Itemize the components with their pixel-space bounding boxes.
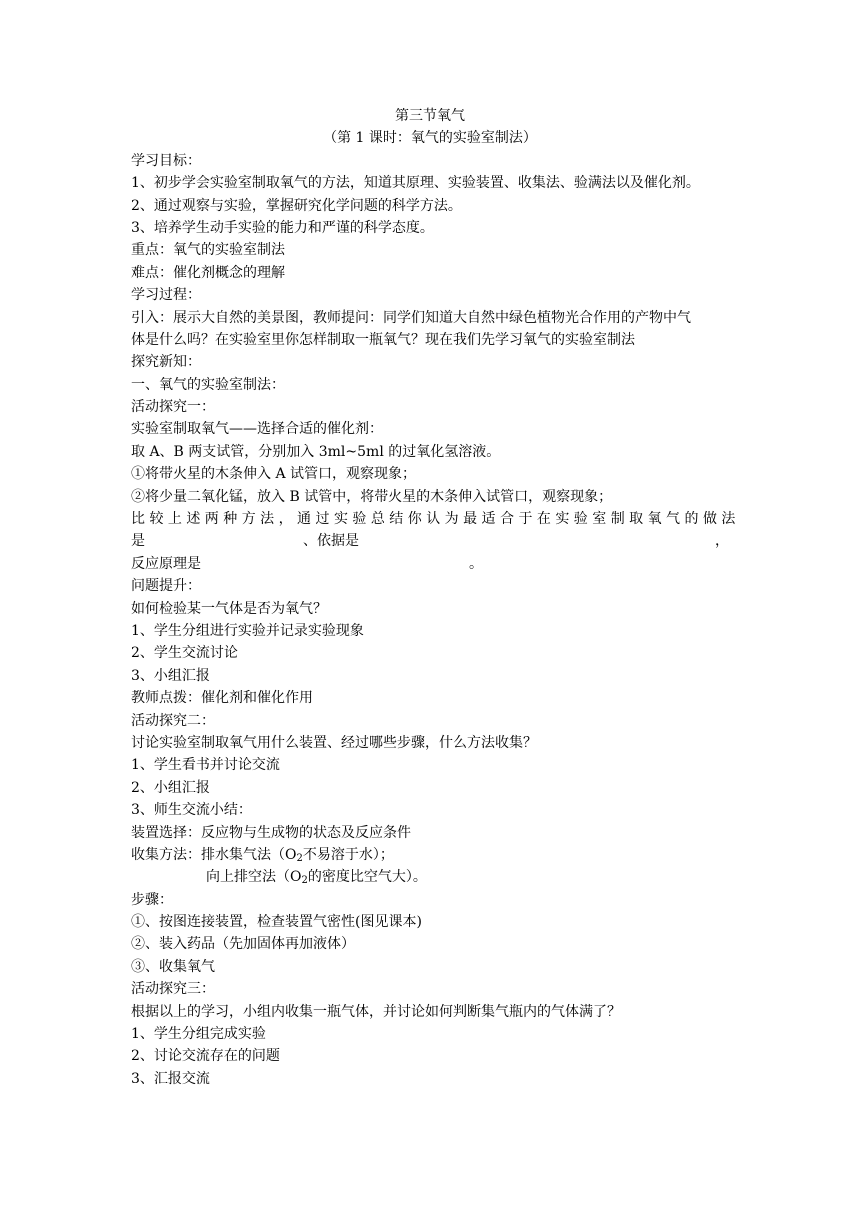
fill-in-line <box>131 530 729 552</box>
fill-start-text: 是 <box>131 533 145 550</box>
collect-method-line-2 <box>131 866 729 888</box>
text-line: 1、学生分组进行实验并记录实验现象 <box>131 622 364 639</box>
text-line: ②将少量二氧化锰，放入 B 试管中，将带火星的木条伸入试管口，观察现象； <box>131 488 613 505</box>
text-line: 3、小组汇报 <box>131 667 210 684</box>
collect-method-1 <box>201 847 394 863</box>
blank-space <box>359 530 715 552</box>
text-line: 2、学生交流讨论 <box>131 645 238 662</box>
method-2-text-end: 的密度比空气大）。 <box>307 869 427 886</box>
text-line: 讨论实验室制取氧气用什么装置、经过哪些步骤，什么方法收集？ <box>131 734 537 751</box>
text-line: 实验室制取氧气——选择合适的催化剂： <box>131 421 383 438</box>
reaction-line <box>131 553 729 575</box>
text-line: 比 较 上 述 两 种 方 法 ， 通 过 实 验 总 结 你 认 为 最 适 合 于 在 实 验 室 制 取 氧 气 的 做 法 <box>131 511 736 528</box>
text-line: 重点：氧气的实验室制法 <box>131 242 285 259</box>
text-line: 2、讨论交流存在的问题 <box>131 1048 280 1065</box>
text-line: 2、小组汇报 <box>131 779 210 796</box>
text-line: ①将带火星的木条伸入 A 试管口，观察现象； <box>131 466 417 483</box>
text-line: ①、按图连接装置，检查装置气密性(图见课本) <box>131 914 422 931</box>
document-title: 第三节氧气 <box>395 108 465 124</box>
document-subtitle: （第 1 课时：氧气的实验室制法） <box>323 130 537 147</box>
fill-middle-text: 、依据是 <box>303 533 359 550</box>
text-line: 引入：展示大自然的美景图，教师提问：同学们知道大自然中绿色植物光合作用的产物中气 <box>131 309 691 326</box>
text-line: 活动探究三： <box>131 981 215 998</box>
text-line: 3、培养学生动手实验的能力和严谨的科学态度。 <box>131 219 434 236</box>
text-line: 1、学生分组完成实验 <box>131 1026 266 1043</box>
text-line: 1、初步学会实验室制取氧气的方法，知道其原理、实验装置、收集法、验满法以及催化剂。 <box>131 175 700 192</box>
method-1-text-end: 不易溶于水）； <box>302 846 394 863</box>
text-line: 装置选择：反应物与生成物的状态及反应条件 <box>131 824 411 841</box>
reaction-label: 反应原理是 <box>131 555 201 572</box>
text-line: 1、学生看书并讨论交流 <box>131 757 280 774</box>
subscript: 2 <box>301 875 308 887</box>
text-line: 活动探究二： <box>131 712 215 729</box>
text-line: 探究新知： <box>131 354 201 371</box>
text-line: ②、装入药品（先加固体再加液体） <box>131 936 355 953</box>
text-line: 步骤： <box>131 891 173 908</box>
text-line: 活动探究一： <box>131 399 215 416</box>
text-line: 学习过程： <box>131 287 201 304</box>
text-line: 一、氧气的实验室制法： <box>131 376 285 393</box>
text-line: 根据以上的学习，小组内收集一瓶气体，并讨论如何判断集气瓶内的气体满了？ <box>131 1003 621 1020</box>
text-line: 如何检验某一气体是否为氧气？ <box>131 600 327 617</box>
collect-method-line <box>131 844 729 866</box>
text-line: 2、通过观察与实验，掌握研究化学问题的科学方法。 <box>131 197 462 214</box>
text-line: 学习目标： <box>131 152 201 169</box>
text-line: 问题提升： <box>131 578 201 595</box>
subscript: 2 <box>296 852 303 864</box>
text-line: 3、汇报交流 <box>131 1070 210 1087</box>
fill-end-text: ， <box>715 533 729 550</box>
text-line: ③、收集氧气 <box>131 958 215 975</box>
text-line: 难点：催化剂概念的理解 <box>131 264 285 281</box>
collect-label: 收集方法： <box>131 846 201 863</box>
text-line: 取 A、B 两支试管，分别加入 3ml~5ml 的过氧化氢溶液。 <box>131 443 501 460</box>
text-line: 3、师生交流小结： <box>131 802 252 819</box>
method-1-text: 排水集气法（O <box>201 846 297 863</box>
text-line: 体是什么吗？在实验室里你怎样制取一瓶氧气？现在我们先学习氧气的实验室制法 <box>131 331 635 348</box>
document-body <box>131 105 736 1090</box>
method-2-text: 向上排空法（O <box>206 869 302 886</box>
reaction-end: 。 <box>469 555 483 572</box>
text-line: 教师点拨：催化剂和催化作用 <box>131 690 313 707</box>
